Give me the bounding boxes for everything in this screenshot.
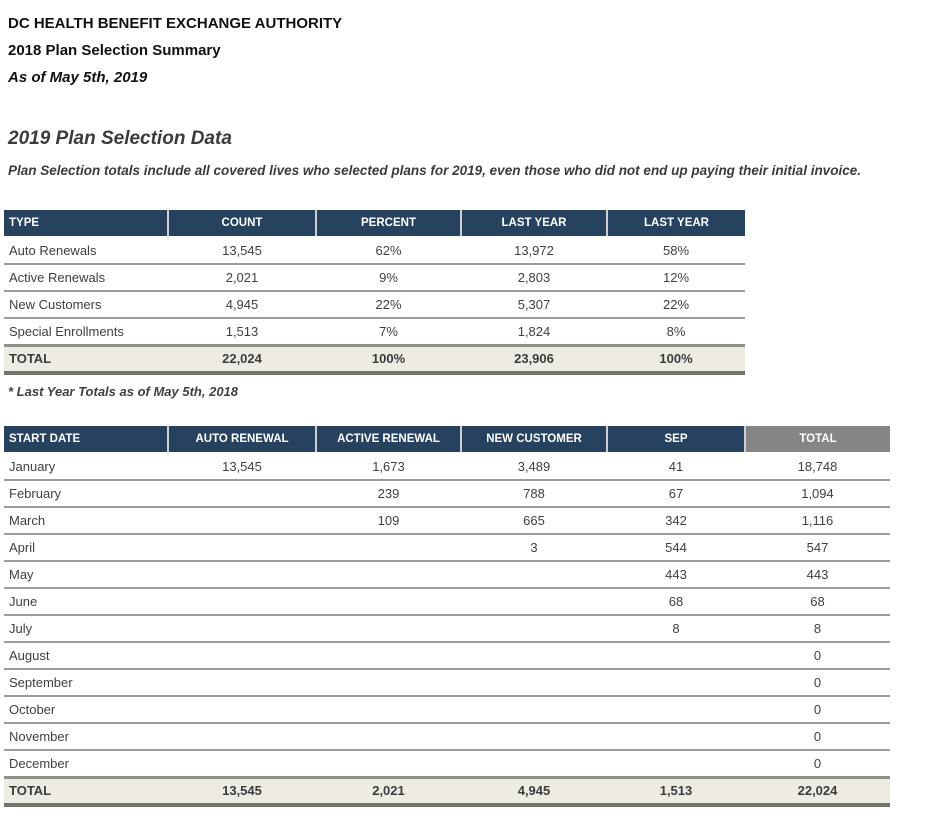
cell-total: 0	[745, 750, 890, 777]
cell-auto-renewal	[168, 588, 316, 615]
row-label: Auto Renewals	[4, 237, 168, 264]
table-row	[4, 696, 890, 723]
cell-sep: 68	[607, 588, 745, 615]
table-row	[4, 264, 745, 291]
cell-new-customer: 788	[461, 480, 607, 507]
cell-new-customer: 3,489	[461, 453, 607, 480]
cell-sep: 342	[607, 507, 745, 534]
cell-last-year: 1,824	[461, 318, 607, 345]
cell-auto-renewal	[168, 534, 316, 561]
row-label: Special Enrollments	[4, 318, 168, 345]
cell-auto-renewal	[168, 669, 316, 696]
cell-active-renewal	[316, 696, 461, 723]
cell-auto-renewal	[168, 642, 316, 669]
column-header-last-year: LAST YEAR	[607, 210, 745, 237]
cell-active-renewal	[316, 534, 461, 561]
report-as-of-date: As of May 5th, 2019	[8, 69, 148, 86]
row-label: December	[4, 750, 168, 777]
cell-active-renewal: 109	[316, 507, 461, 534]
total-last-year: 100%	[607, 345, 745, 373]
cell-active-renewal	[316, 723, 461, 750]
cell-total: 18,748	[745, 453, 890, 480]
table-row	[4, 507, 890, 534]
cell-new-customer	[461, 696, 607, 723]
row-label: May	[4, 561, 168, 588]
cell-auto-renewal	[168, 507, 316, 534]
total-percent: 100%	[316, 345, 461, 373]
cell-sep: 544	[607, 534, 745, 561]
cell-auto-renewal	[168, 750, 316, 777]
section-title: 2019 Plan Selection Data	[8, 128, 232, 149]
org-title: DC HEALTH BENEFIT EXCHANGE AUTHORITY	[8, 15, 343, 32]
cell-last-year: 5,307	[461, 291, 607, 318]
cell-new-customer: 665	[461, 507, 607, 534]
cell-active-renewal: 1,673	[316, 453, 461, 480]
column-header-active-renewal: ACTIVE RENEWAL	[316, 426, 461, 453]
total-label: TOTAL	[4, 777, 168, 805]
cell-total: 547	[745, 534, 890, 561]
table-row	[4, 237, 745, 264]
cell-new-customer	[461, 561, 607, 588]
table-row	[4, 561, 890, 588]
total-last-year: 23,906	[461, 345, 607, 373]
cell-last-year: 13,972	[461, 237, 607, 264]
cell-last-year: 2,803	[461, 264, 607, 291]
table-row	[4, 669, 890, 696]
cell-count: 4,945	[168, 291, 316, 318]
total-label: TOTAL	[4, 345, 168, 373]
cell-active-renewal: 239	[316, 480, 461, 507]
cell-total: 68	[745, 588, 890, 615]
cell-count: 2,021	[168, 264, 316, 291]
last-year-footnote: * Last Year Totals as of May 5th, 2018	[8, 384, 239, 399]
section-description: Plan Selection totals include all covered lives who selected plans for 2019, even those who did not end up paying their initial invoice.	[8, 163, 861, 178]
cell-auto-renewal	[168, 723, 316, 750]
row-label: April	[4, 534, 168, 561]
table-row	[4, 642, 890, 669]
total-new-customer: 4,945	[461, 777, 607, 805]
cell-new-customer	[461, 669, 607, 696]
cell-sep	[607, 642, 745, 669]
report-title: 2018 Plan Selection Summary	[8, 42, 221, 59]
monthly-start-date-table	[4, 426, 890, 807]
cell-total: 0	[745, 669, 890, 696]
cell-active-renewal	[316, 669, 461, 696]
row-label: November	[4, 723, 168, 750]
total-count: 22,024	[168, 345, 316, 373]
cell-auto-renewal: 13,545	[168, 453, 316, 480]
column-header-start-date: START DATE	[4, 426, 168, 453]
cell-active-renewal	[316, 588, 461, 615]
cell-sep	[607, 696, 745, 723]
cell-last-year: 22%	[607, 291, 745, 318]
cell-total: 443	[745, 561, 890, 588]
table-row	[4, 534, 890, 561]
cell-total: 0	[745, 723, 890, 750]
cell-auto-renewal	[168, 561, 316, 588]
cell-last-year: 58%	[607, 237, 745, 264]
cell-total: 0	[745, 696, 890, 723]
report-header	[8, 10, 944, 91]
cell-auto-renewal	[168, 480, 316, 507]
total-active-renewal: 2,021	[316, 777, 461, 805]
table-row	[4, 750, 890, 777]
column-header-new-customer: NEW CUSTOMER	[461, 426, 607, 453]
table-row	[4, 318, 745, 345]
column-header-sep: SEP	[607, 426, 745, 453]
row-label: June	[4, 588, 168, 615]
row-label: February	[4, 480, 168, 507]
table-row	[4, 480, 890, 507]
cell-count: 1,513	[168, 318, 316, 345]
cell-sep: 443	[607, 561, 745, 588]
cell-total: 0	[745, 642, 890, 669]
cell-active-renewal	[316, 642, 461, 669]
column-header-auto-renewal: AUTO RENEWAL	[168, 426, 316, 453]
cell-new-customer	[461, 588, 607, 615]
column-header-last-year: LAST YEAR	[461, 210, 607, 237]
cell-auto-renewal	[168, 696, 316, 723]
table-row	[4, 588, 890, 615]
cell-total: 1,094	[745, 480, 890, 507]
cell-sep	[607, 669, 745, 696]
cell-auto-renewal	[168, 615, 316, 642]
cell-active-renewal	[316, 615, 461, 642]
table-row	[4, 453, 890, 480]
cell-percent: 7%	[316, 318, 461, 345]
plan-selection-summary-table	[4, 210, 745, 375]
column-header-count: COUNT	[168, 210, 316, 237]
cell-new-customer	[461, 723, 607, 750]
total-row	[4, 345, 745, 373]
cell-count: 13,545	[168, 237, 316, 264]
cell-last-year: 8%	[607, 318, 745, 345]
total-auto-renewal: 13,545	[168, 777, 316, 805]
total-total: 22,024	[745, 777, 890, 805]
row-label: New Customers	[4, 291, 168, 318]
row-label: August	[4, 642, 168, 669]
cell-total: 1,116	[745, 507, 890, 534]
cell-sep: 41	[607, 453, 745, 480]
cell-active-renewal	[316, 750, 461, 777]
cell-sep	[607, 750, 745, 777]
header-row	[4, 426, 890, 453]
row-label: September	[4, 669, 168, 696]
row-label: October	[4, 696, 168, 723]
table-row	[4, 291, 745, 318]
column-header-total: TOTAL	[745, 426, 890, 453]
column-header-percent: PERCENT	[316, 210, 461, 237]
cell-last-year: 12%	[607, 264, 745, 291]
cell-sep: 67	[607, 480, 745, 507]
total-sep: 1,513	[607, 777, 745, 805]
cell-new-customer	[461, 750, 607, 777]
cell-total: 8	[745, 615, 890, 642]
row-label: Active Renewals	[4, 264, 168, 291]
header-row	[4, 210, 745, 237]
cell-percent: 9%	[316, 264, 461, 291]
row-label: March	[4, 507, 168, 534]
cell-sep	[607, 723, 745, 750]
cell-percent: 62%	[316, 237, 461, 264]
row-label: July	[4, 615, 168, 642]
row-label: January	[4, 453, 168, 480]
cell-active-renewal	[316, 561, 461, 588]
cell-new-customer: 3	[461, 534, 607, 561]
table-row	[4, 723, 890, 750]
cell-percent: 22%	[316, 291, 461, 318]
cell-sep: 8	[607, 615, 745, 642]
total-row	[4, 777, 890, 805]
column-header-type: TYPE	[4, 210, 168, 237]
table-row	[4, 615, 890, 642]
cell-new-customer	[461, 642, 607, 669]
cell-new-customer	[461, 615, 607, 642]
